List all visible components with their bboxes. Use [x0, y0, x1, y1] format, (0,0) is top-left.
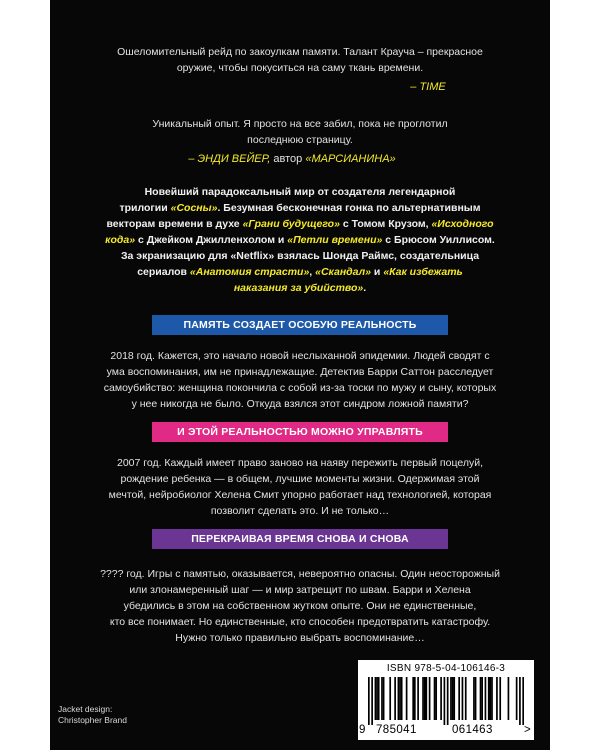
barcode-bar	[434, 677, 436, 720]
barcode-bar	[376, 677, 378, 720]
barcode-bar	[414, 677, 416, 720]
barcode-bar	[508, 677, 510, 720]
quote-attribution-weir	[50, 151, 542, 167]
barcode-bar	[488, 677, 490, 720]
review-quote-time	[50, 44, 550, 76]
barcode-bar	[499, 677, 501, 720]
section-line: самоубийство: женщина покончила с собой из-за тоски по мужу и сыну, которых	[103, 382, 497, 394]
promo-line: кода» с Джейком Джилленхолом и «Петли времени» с Брюсом Уиллисом.	[105, 234, 495, 246]
section-text-time	[50, 566, 550, 646]
attribution-role: автор	[273, 153, 303, 165]
barcode-bar	[406, 677, 408, 720]
section-text-memory	[50, 348, 550, 412]
barcode-bar	[429, 677, 431, 720]
section-text-control	[50, 455, 550, 519]
attribution-book: «МАРСИАНИНА»	[305, 153, 396, 165]
promo-line: наказания за убийство».	[233, 282, 367, 294]
barcode-digit-first: 9	[359, 724, 366, 736]
barcode-bar	[465, 677, 467, 720]
quote-line: Уникальный опыт. Я просто на все забил, пока не проглотил	[152, 118, 448, 130]
barcode-bar	[453, 677, 455, 720]
barcode-bar	[480, 677, 482, 720]
section-line: или злонамеренный шаг — и мир затрещит по швам. Барри и Хелена	[129, 584, 471, 596]
barcode-bar	[458, 677, 460, 720]
barcode-bar	[440, 677, 442, 720]
quote-line: оружие, чтобы покуситься на саму ткань времени.	[176, 62, 424, 74]
barcode-bar	[378, 677, 380, 720]
barcode-bar	[447, 677, 449, 725]
barcode-bar	[368, 677, 370, 725]
barcode-digit-end: >	[524, 724, 532, 736]
section-line: 2018 год. Кажется, это начало новой неслыханной эпидемии. Людей сводят с	[110, 350, 490, 362]
barcode-bar	[462, 677, 464, 720]
section-line: 2007 год. Каждый имеет право заново на наяву пережить первый поцелуй,	[116, 457, 484, 469]
section-line: ???? год. Игры с памятью, оказывается, невероятно опасны. Один неосторожный	[100, 568, 500, 580]
promo-line: векторам времени в духе «Грани будущего» с Томом Крузом, «Исходного	[106, 218, 494, 230]
quote-attribution-time	[178, 79, 550, 95]
barcode-bar	[490, 677, 492, 720]
isbn-barcode	[358, 660, 534, 740]
book-back-cover	[50, 0, 550, 750]
credit-line: Jacket design:	[58, 704, 113, 714]
barcode-bar	[394, 677, 396, 720]
barcode-bar	[444, 677, 446, 725]
barcode-bars	[368, 677, 524, 725]
barcode-bar	[412, 677, 414, 720]
barcode-bar	[383, 677, 385, 720]
barcode-bar	[399, 677, 401, 720]
quote-line: последнюю страницу.	[247, 134, 353, 146]
barcode-digits-right: 061463	[452, 724, 493, 736]
barcode-bar	[452, 677, 454, 720]
barcode-bar	[519, 677, 521, 725]
isbn-label: ISBN 978-5-04-106146-3	[386, 663, 506, 674]
barcode-bar	[516, 677, 518, 720]
section-line: ума воспоминания, им не принадлежащие. Детектив Барри Саттон расследует	[106, 366, 494, 378]
barcode-bar	[375, 677, 377, 720]
review-quote-weir	[50, 116, 550, 148]
promo-line: За экранизацию для «Netflix» взялась Шонда Раймс, создательница	[120, 250, 480, 262]
barcode-bar	[389, 677, 391, 720]
section-banner-time: ПЕРЕКРАИВАЯ ВРЕМЯ СНОВА И СНОВА	[152, 529, 448, 549]
barcode-bar	[422, 677, 424, 720]
barcode-bar	[435, 677, 437, 720]
section-line: рождение ребенка — в общем, лучшие моменты жизни. Одержимая этой	[120, 473, 480, 485]
promo-line: трилогии «Сосны». Безумная бесконечная гонка по альтернативным	[119, 202, 481, 214]
barcode-bar	[481, 677, 483, 720]
barcode-bar	[371, 677, 373, 725]
barcode-bar	[450, 677, 452, 720]
barcode-bar	[381, 677, 383, 720]
barcode-bar	[424, 677, 426, 720]
section-line: кто все понимает. Но единственные, кто способен предотвратить катастрофу.	[109, 616, 491, 628]
attribution-author: – ЭНДИ ВЕЙЕР,	[188, 153, 271, 165]
section-line: у нее никогда не было. Откуда взялся этот синдром ложной памяти?	[131, 398, 469, 410]
attribution-source: – TIME	[410, 81, 446, 93]
section-banner-memory: ПАМЯТЬ СОЗДАЕТ ОСОБУЮ РЕАЛЬНОСТЬ	[152, 315, 448, 335]
credit-line: Christopher Brand	[58, 715, 127, 725]
quote-line: Ошеломительный рейд по закоулкам памяти. Талант Крауча – прекрасное	[117, 46, 483, 58]
barcode-bar	[398, 677, 400, 720]
barcode-bar	[401, 677, 403, 720]
barcode-bar	[485, 677, 487, 720]
section-line: мечтой, нейробиолог Хелена Смит упорно работает над технологией, которая	[108, 489, 492, 501]
section-line: убедились в этом на собственном жутком опыте. Они не единственные,	[123, 600, 477, 612]
section-banner-control: И ЭТОЙ РЕАЛЬНОСТЬЮ МОЖНО УПРАВЛЯТЬ	[152, 422, 448, 442]
barcode-digits-left: 785041	[376, 724, 417, 736]
section-line: позволит сделать это. И не только…	[210, 505, 390, 517]
section-line: Нужно только правильно выбрать воспоминание…	[175, 632, 425, 644]
promo-line: сериалов «Анатомия страсти», «Скандал» и «Как избежать	[137, 266, 463, 278]
barcode-bar	[425, 677, 427, 720]
barcode-bar	[475, 677, 477, 720]
barcode-bar	[417, 677, 419, 720]
barcode-bar	[491, 677, 493, 720]
barcode-bar	[473, 677, 475, 720]
promo-line: Новейший парадоксальный мир от создателя легендарной	[144, 186, 456, 198]
promo-paragraph	[50, 184, 550, 296]
barcode-bar	[496, 677, 498, 720]
jacket-design-credit	[58, 704, 127, 726]
barcode-bar	[522, 677, 524, 725]
